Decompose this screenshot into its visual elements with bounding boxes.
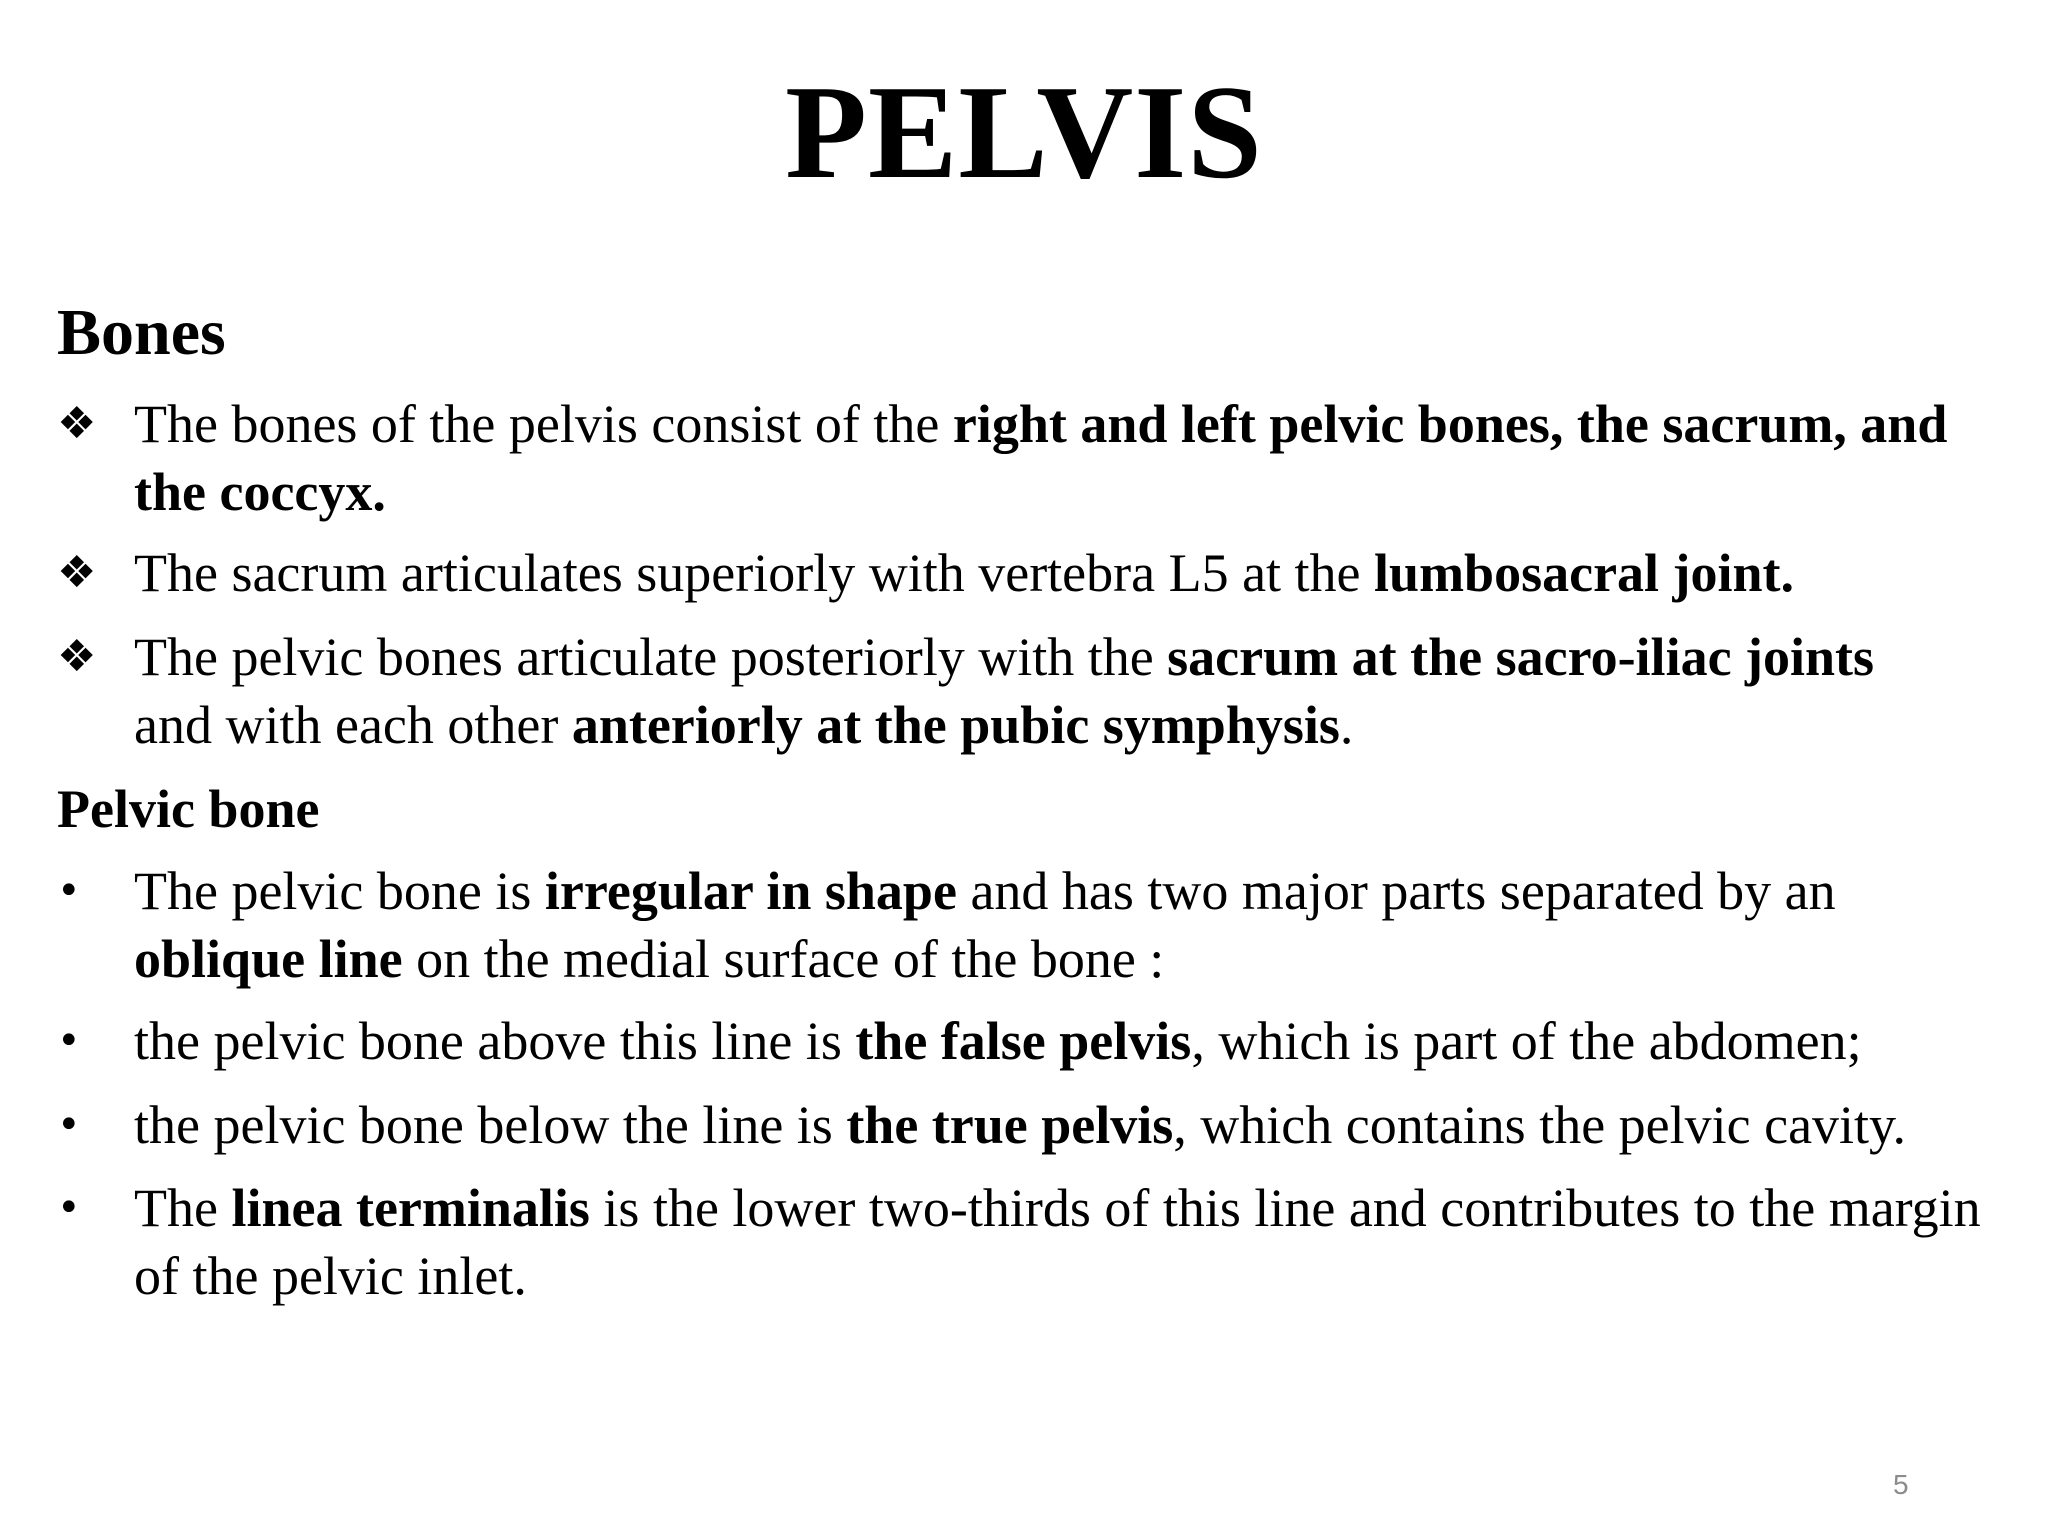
diamond-bullet-icon: ❖ [57,631,97,682]
bold-text-run: the false pelvis [855,1011,1192,1071]
list-item [57,623,2017,759]
bold-text-run: linea terminalis [231,1178,590,1238]
list-item-text [134,1174,2017,1310]
section-heading-pelvic-bone: Pelvic bone [57,779,320,839]
list-item [57,539,2017,607]
text-run: The bones of the pelvis consist of the [134,394,953,454]
page-number: 5 [1893,1469,1909,1500]
bullet-icon: • [57,1185,81,1231]
list-item-text [134,623,2017,759]
list-item [57,1007,2017,1075]
bullet-icon: • [57,868,81,914]
text-run: , which contains the pelvic cavity. [1173,1095,1907,1155]
bold-text-run: oblique line [134,929,403,989]
text-run: The pelvic bones articulate posteriorly with the [134,627,1168,687]
list-item [57,390,2017,526]
list-item-text [134,390,2017,526]
bold-text-run: sacrum at the sacro-iliac joints [1167,627,1875,687]
bold-text-run: anteriorly at the pubic symphysis [571,695,1340,755]
list-item [57,1174,2017,1310]
bullet-icon: • [57,1018,81,1064]
text-run: The sacrum articulates superiorly with vertebra L5 at the [134,543,1375,603]
bullet-icon: • [57,1102,81,1148]
list-item [57,1091,2017,1159]
text-run: The pelvic bone is [134,861,545,921]
list-item [57,857,2017,993]
list-item-text [134,1007,2017,1075]
bold-text-run: lumbosacral joint. [1374,543,1795,603]
bold-text-run: right and left pelvic bones, the sacrum, and the coccyx. [134,394,1948,522]
list-item-text [134,1091,2017,1159]
slide-title: PELVIS [785,58,1263,206]
text-run: the pelvic bone above this line is [134,1011,856,1071]
text-run: . [1339,695,1354,755]
list-item-text [134,857,2017,993]
text-run: The [134,1178,232,1238]
diamond-bullet-icon: ❖ [57,547,97,598]
bold-text-run: the true pelvis [846,1095,1174,1155]
section-heading-bones: Bones [57,296,226,369]
diamond-bullet-icon: ❖ [57,398,97,449]
text-run: and with each other [134,695,572,755]
text-run: , which is part of the abdomen; [1191,1011,1862,1071]
list-item-text [134,539,2017,607]
text-run: on the medial surface of the bone : [402,929,1165,989]
text-run: and has two major parts separated by an [956,861,1836,921]
text-run: is the lower two-thirds of this line and contributes to the margin of the pelvic inlet. [134,1178,1981,1306]
text-run: the pelvic bone below the line is [134,1095,847,1155]
bold-text-run: irregular in shape [544,861,957,921]
